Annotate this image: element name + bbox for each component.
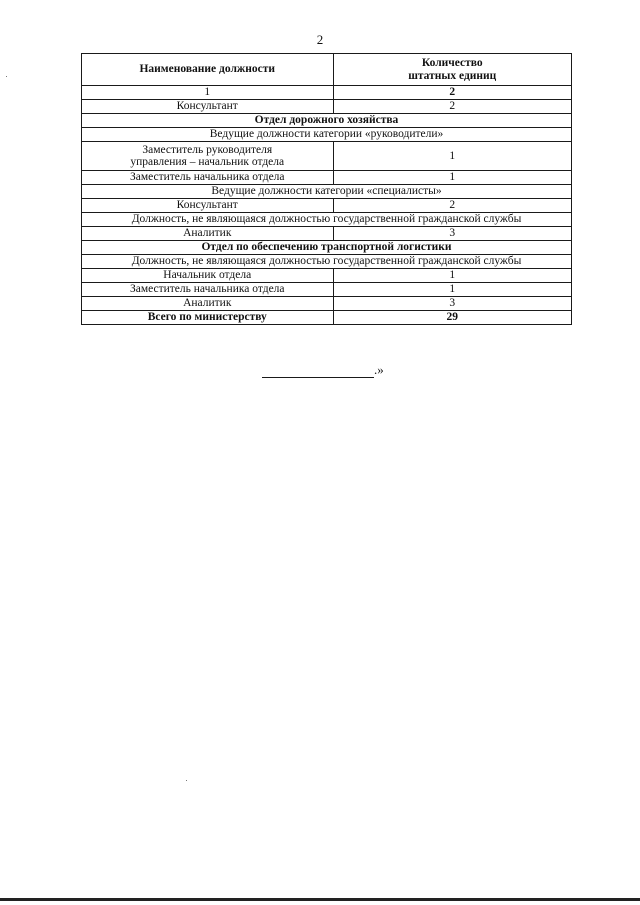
closing-mark [262, 362, 384, 378]
page-number: 2 [316, 32, 324, 47]
column-number-row [82, 86, 572, 100]
position-quantity: 1 [333, 171, 572, 185]
position-name: Аналитик [82, 227, 334, 241]
position-name-line1: Заместитель руководителя [142, 143, 273, 156]
category-row [82, 213, 572, 227]
total-row [82, 311, 572, 325]
category-title: Должность, не являющаяся должностью государственной гражданской службы [82, 213, 572, 227]
table-row [82, 297, 572, 311]
total-quantity: 29 [333, 311, 572, 325]
section-title: Отдел по обеспечению транспортной логистики [82, 241, 572, 255]
table-header-row [82, 54, 572, 86]
category-title: Ведущие должности категории «специалисты» [82, 185, 572, 199]
position-quantity: 1 [333, 269, 572, 283]
scan-speck [186, 780, 187, 781]
column-number-2: 2 [333, 86, 572, 100]
header-position-name: Наименование должности [82, 54, 334, 86]
staffing-table [81, 53, 572, 325]
scan-bottom-edge [0, 898, 640, 901]
position-quantity: 3 [333, 297, 572, 311]
position-name: Аналитик [82, 297, 334, 311]
category-title: Должность, не являющаяся должностью государственной гражданской службы [82, 255, 572, 269]
header-quantity-line2: штатных единиц [408, 69, 497, 82]
header-quantity-line1: Количество [421, 57, 483, 70]
category-row [82, 255, 572, 269]
column-number-1: 1 [82, 86, 334, 100]
position-name: Консультант [82, 199, 334, 213]
section-row [82, 241, 572, 255]
scan-speck [6, 76, 7, 77]
position-quantity: 1 [333, 142, 572, 171]
position-quantity: 2 [333, 199, 572, 213]
position-name: Консультант [82, 100, 334, 114]
table-row [82, 283, 572, 297]
table-row [82, 269, 572, 283]
position-quantity: 1 [333, 283, 572, 297]
section-row [82, 114, 572, 128]
category-title: Ведущие должности категории «руководители» [82, 128, 572, 142]
total-label: Всего по министерству [82, 311, 334, 325]
position-name: Заместитель начальника отдела [82, 171, 334, 185]
position-name-line2: управления – начальник отдела [130, 156, 285, 168]
position-name: Заместитель начальника отдела [82, 283, 334, 297]
position-name: Начальник отдела [82, 269, 334, 283]
table-row [82, 227, 572, 241]
table-row [82, 199, 572, 213]
table-row [82, 142, 572, 171]
table-row [82, 171, 572, 185]
category-row [82, 128, 572, 142]
section-title: Отдел дорожного хозяйства [82, 114, 572, 128]
position-quantity: 2 [333, 100, 572, 114]
position-quantity: 3 [333, 227, 572, 241]
closing-underline [262, 365, 374, 378]
closing-quote: .» [374, 362, 384, 377]
table-row [82, 100, 572, 114]
header-quantity [333, 54, 572, 86]
position-name [82, 142, 334, 171]
category-row [82, 185, 572, 199]
